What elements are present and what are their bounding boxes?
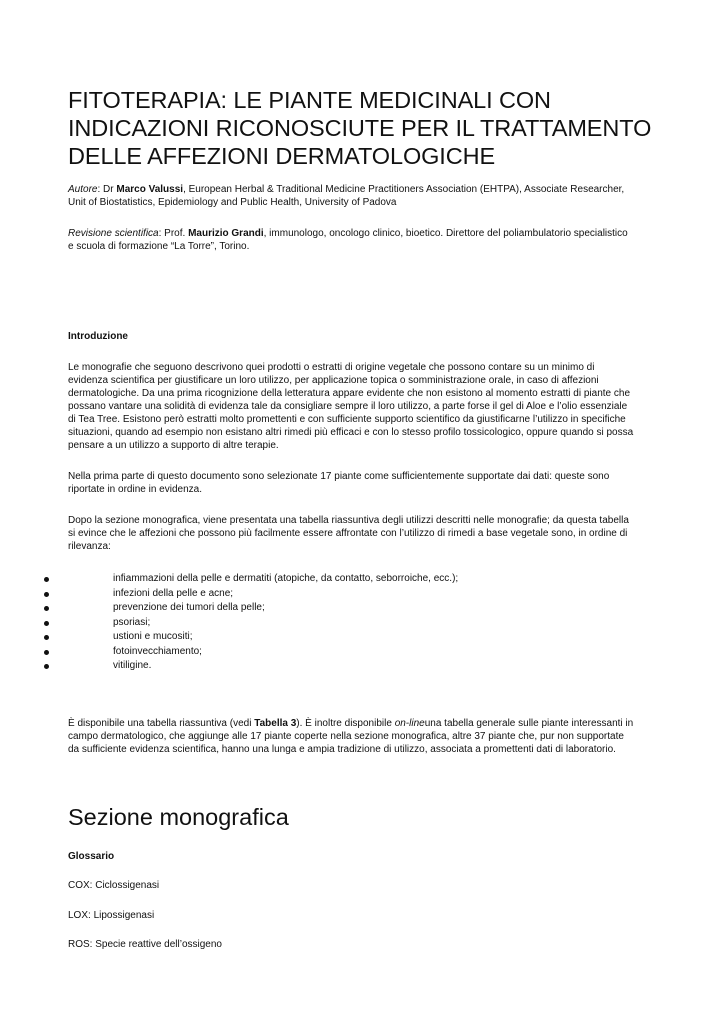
author-name: Marco Valussi bbox=[116, 184, 184, 195]
list-item-text: infezioni della pelle e acne; bbox=[113, 587, 234, 599]
author-prefix: : Dr bbox=[97, 184, 117, 195]
glossary-item: ROS: Specie reattive dell’ossigeno bbox=[68, 939, 222, 950]
review-prefix: : Prof. bbox=[158, 228, 189, 239]
paragraph-selection bbox=[68, 470, 662, 496]
paragraph-availability bbox=[68, 717, 662, 756]
list-item bbox=[0, 572, 724, 587]
intro-heading: Introduzione bbox=[68, 331, 128, 342]
review-line-2: e scuola di formazione “La Torre”, Torino. bbox=[68, 241, 250, 252]
title-line: FITOTERAPIA: LE PIANTE MEDICINALI CON bbox=[68, 87, 551, 113]
paragraph-line: evidenza scientifica per giustificare un loro utilizzo, per applicazione topica o somministrazione orale, in caso di affezioni bbox=[68, 375, 599, 386]
paragraph-line: rilevanza: bbox=[68, 541, 111, 552]
document-title bbox=[68, 86, 678, 170]
bullet-icon bbox=[44, 664, 49, 669]
list-item bbox=[0, 616, 724, 631]
bullet-icon bbox=[44, 592, 49, 597]
list-item bbox=[0, 601, 724, 616]
paragraph-line: di Tea Tree. Esistono però estratti molto promettenti e con sufficiente supporto scientifico da giustificarne l’utilizzo in specifiche bbox=[68, 414, 626, 425]
text-run: È disponibile una tabella riassuntiva (vedi bbox=[68, 718, 255, 729]
title-line: INDICAZIONI RICONOSCIUTE PER IL TRATTAMENTO bbox=[68, 115, 652, 141]
list-item bbox=[0, 659, 724, 674]
author-line-1 bbox=[68, 183, 662, 196]
bullet-icon bbox=[44, 606, 49, 611]
list-item bbox=[0, 587, 724, 602]
glossary-heading: Glossario bbox=[68, 851, 115, 862]
bullet-icon bbox=[44, 621, 49, 626]
online-emphasis: on-line bbox=[394, 718, 425, 729]
review-line-1 bbox=[68, 227, 662, 240]
bullet-icon bbox=[44, 577, 49, 582]
list-item-text: vitiligine. bbox=[113, 660, 152, 671]
glossary-item: LOX: Lipossigenasi bbox=[68, 910, 155, 921]
list-item bbox=[0, 645, 724, 660]
paragraph-line: da sufficiente evidenza scientifica, hanno una lunga e ampia tradizione di utilizzo, associata a promettenti dati di laboratorio. bbox=[68, 744, 616, 755]
section-title: Sezione monografica bbox=[68, 804, 289, 830]
paragraph-line: Dopo la sezione monografica, viene presentata una tabella riassuntiva degli utilizzi descritti nelle monografie; da questa tabella bbox=[68, 515, 629, 526]
bullet-icon bbox=[44, 650, 49, 655]
paragraph-line: Nella prima parte di questo documento sono selezionate 17 piante come sufficientemente supportate dai dati: queste sono bbox=[68, 471, 610, 482]
list-item bbox=[0, 630, 724, 645]
author-label: Autore bbox=[68, 184, 98, 195]
paragraph-line: situazioni, quando ad esempio non esistano altri rimedi più efficaci e con lo stesso profilo tossicologico, oppure quando si possa bbox=[68, 427, 634, 438]
paragraph-line bbox=[68, 717, 662, 730]
author-block bbox=[68, 183, 662, 209]
title-line: DELLE AFFEZIONI DERMATOLOGICHE bbox=[68, 143, 496, 169]
paragraph-line: si evince che le affezioni che possono più facilmente essere affrontate con l’utilizzo di rimedi a base vegetale sono, in ordine di bbox=[68, 528, 628, 539]
paragraph-line: riportate in ordine in evidenza. bbox=[68, 484, 202, 495]
paragraph-line: pensare a un utilizzo a supporto di altre terapie. bbox=[68, 440, 279, 451]
list-item-text: infiammazioni della pelle e dermatiti (atopiche, da contatto, seborroiche, ecc.); bbox=[113, 573, 459, 584]
glossary-item: COX: Ciclossigenasi bbox=[68, 880, 160, 891]
paragraph-line: campo dermatologico, che aggiunge alle 17 piante coperte nella sezione monografica, altre 37 piante che, pur non supportate bbox=[68, 731, 624, 742]
text-run: una tabella generale sulle piante interessanti in bbox=[424, 718, 634, 729]
paragraph-line: possano vantare una solidità di evidenza tale da consigliare sempre il loro utilizzo, a parte forse il gel di Aloe e l’olio essenziale bbox=[68, 401, 628, 412]
list-item-text: psoriasi; bbox=[113, 616, 151, 628]
paragraph-summary bbox=[68, 514, 662, 553]
review-label: Revisione scientifica bbox=[68, 228, 159, 239]
intro-paragraph bbox=[68, 361, 662, 452]
list-item-text: prevenzione dei tumori della pelle; bbox=[113, 602, 265, 613]
table-reference: Tabella 3 bbox=[254, 718, 297, 729]
author-line-2: Unit of Biostatistics, Epidemiology and Public Health, University of Padova bbox=[68, 197, 397, 208]
paragraph-line: dermatologiche. Da una prima ricognizione della letteratura appare evidente che non esistono al momento estratti di piante che bbox=[68, 388, 631, 399]
list-item-text: fotoinvecchiamento; bbox=[113, 645, 202, 657]
paragraph-line: Le monografie che seguono descrivono quei prodotti o estratti di origine vegetale che possono contare su un minimo di bbox=[68, 362, 595, 373]
bullet-icon bbox=[44, 635, 49, 640]
conditions-list bbox=[0, 572, 724, 674]
review-block bbox=[68, 227, 662, 253]
text-run: ). È inoltre disponibile bbox=[296, 718, 395, 729]
list-item-text: ustioni e mucositi; bbox=[113, 631, 193, 642]
author-affiliation: , European Herbal & Traditional Medicine Practitioners Association (EHTPA), Associate Researcher, bbox=[183, 184, 625, 195]
reviewer-name: Maurizio Grandi bbox=[188, 228, 264, 239]
reviewer-affiliation: , immunologo, oncologo clinico, bioetico. Direttore del poliambulatorio specialistico bbox=[263, 228, 628, 239]
